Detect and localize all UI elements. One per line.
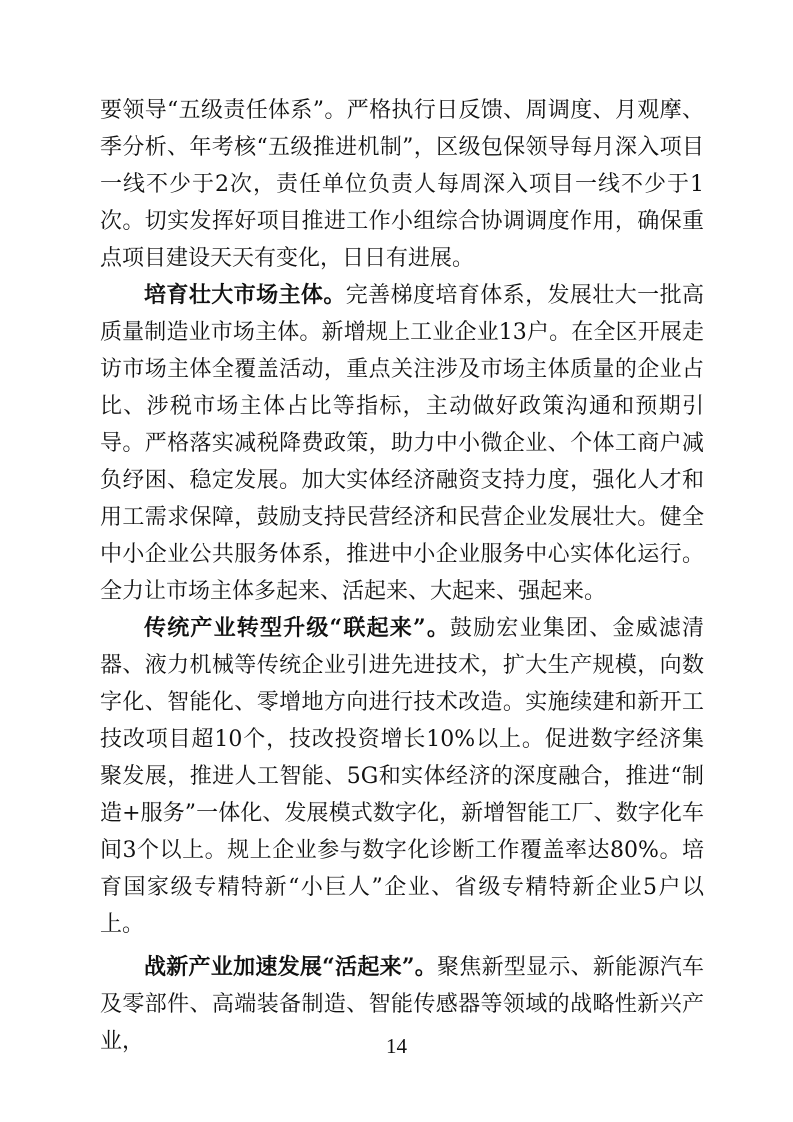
paragraph-lead: 培育壮大市场主体。	[144, 282, 346, 308]
paragraph-lead: 战新产业加速发展“活起来”。	[144, 954, 438, 980]
page-number: 14	[386, 1034, 407, 1058]
paragraph-project-responsibility	[100, 92, 704, 277]
paragraph-text: 要领导“五级责任体系”。严格执行日反馈、周调度、月观摩、季分析、年考核“五级推进机制”，区级包保领导每月深入项目一线不少于2次，责任单位负责人每周深入项目一线不少于1次。切实发挥好项目推进工作小组综合协调调度作用，确保重点项目建设天天有变化，日日有进展。	[100, 98, 704, 271]
paragraph-text: 鼓励宏业集团、金威滤清器、液力机械等传统企业引进先进技术，扩大生产规模，向数字化、智能化、零增地方向进行技术改造。实施续建和新开工技改项目超10个，技改投资增长10%以上。促进数字经济集聚发展，推进人工智能、5G和实体经济的深度融合，推进“制造+服务”一体化、发展模式数字化，新增智能工厂、数字化车间3个以上。规上企业参与数字化诊断工作覆盖率达80%。培育国家级专精特新“小巨人”企业、省级专精特新企业5户以上。	[100, 616, 704, 937]
paragraph-text: 完善梯度培育体系，发展壮大一批高质量制造业市场主体。新增规上工业企业13户。在全区开展走访市场主体全覆盖活动，重点关注涉及市场主体质量的企业占比、涉税市场主体占比等指标，主动做好政策沟通和预期引导。严格落实减税降费政策，助力中小微企业、个体工商户减负纾困、稳定发展。加大实体经济融资支持力度，强化人才和用工需求保障，鼓励支持民营经济和民营企业发展壮大。健全中小企业公共服务体系，推进中小企业服务中心实体化运行。全力让市场主体多起来、活起来、大起来、强起来。	[100, 283, 704, 604]
paragraph-lead: 传统产业转型升级“联起来”。	[144, 615, 451, 641]
paragraph-market-entities	[100, 277, 704, 610]
body-text	[100, 92, 704, 1060]
paragraph-text: 聚焦新型显示、新能源汽车及零部件、高端装备制造、智能传感器等领域的战略性新兴产业，	[100, 955, 704, 1054]
paragraph-traditional-industry	[100, 610, 704, 943]
